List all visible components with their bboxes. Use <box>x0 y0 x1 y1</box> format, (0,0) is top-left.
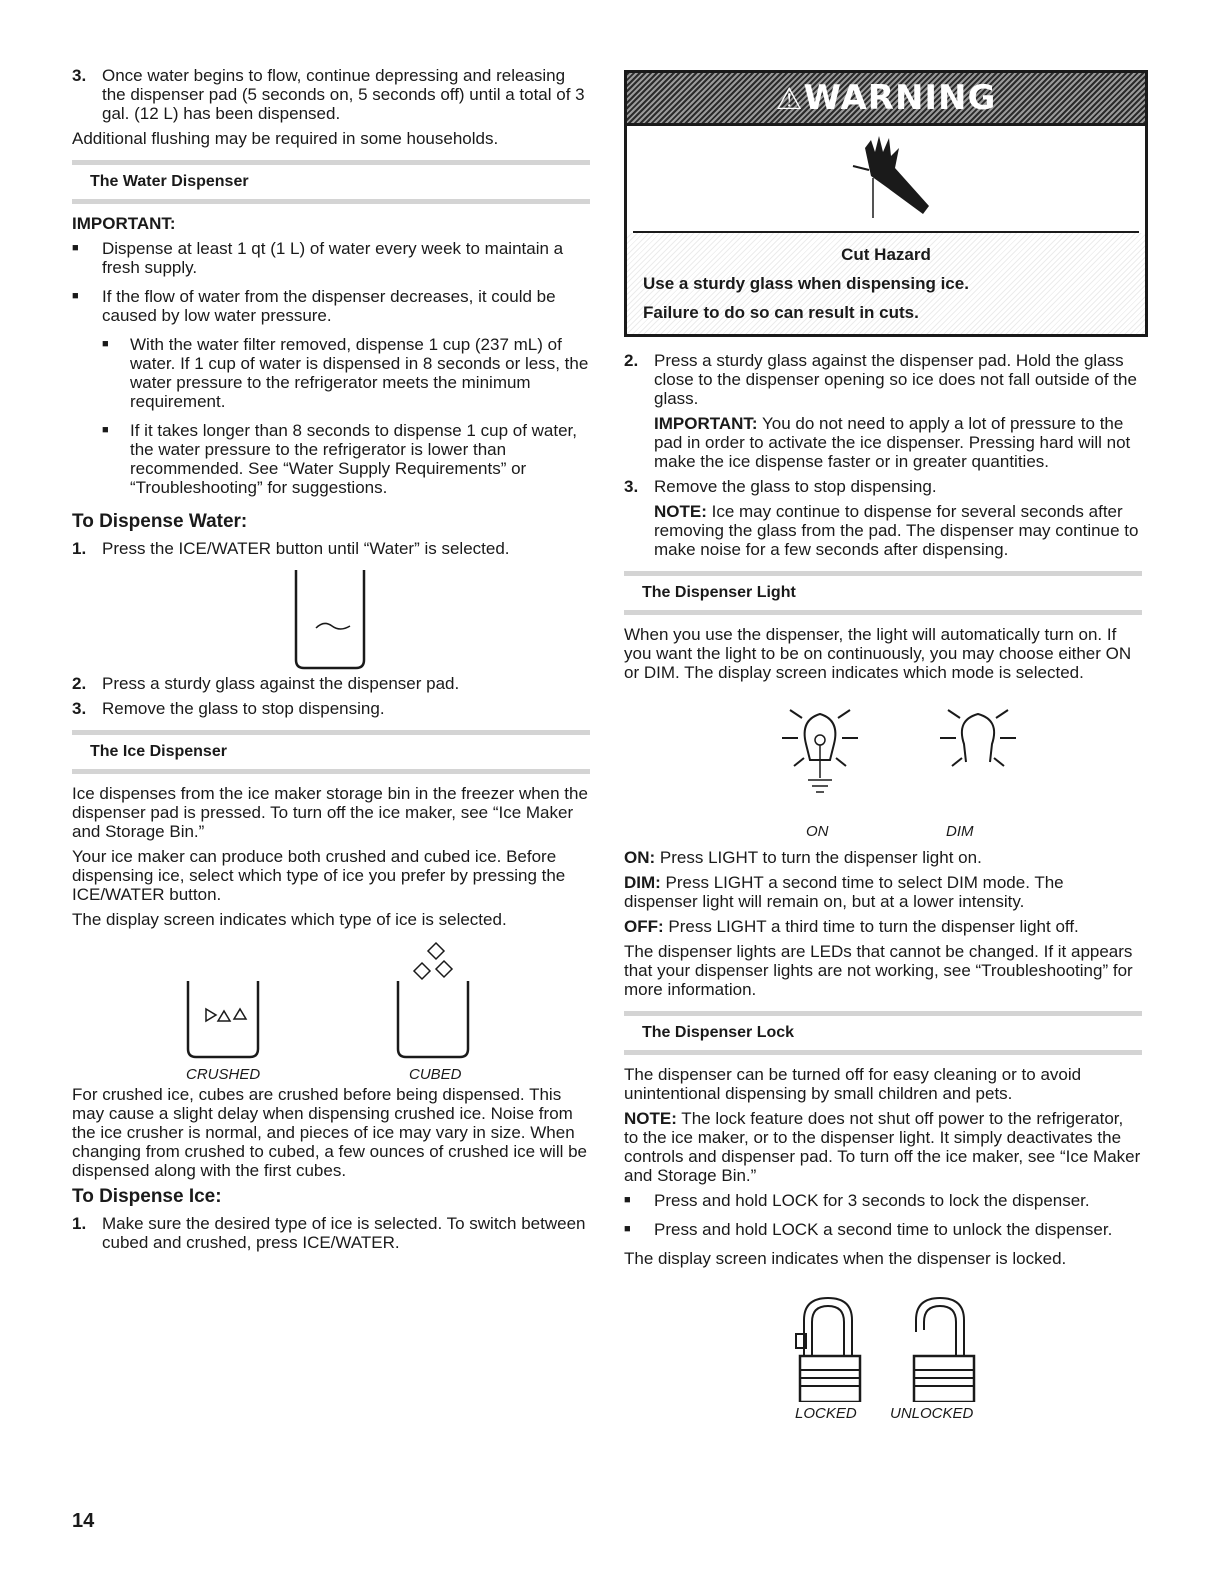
bullet-square-icon: ■ <box>624 1223 631 1235</box>
dispense-note: NOTE: Ice may continue to dispense for several seconds after removing the glass from the pad. The dispenser may continue to make noise for a few seconds after dispensing. <box>654 502 1139 559</box>
water-glass-figure <box>72 564 590 674</box>
dim-mode-text: DIM: Press LIGHT a second time to select DIM mode. The dispenser light will remain on, but at a lower intensity. <box>624 873 1064 911</box>
bullet-square-icon: ■ <box>72 290 79 302</box>
light-paragraph: When you use the dispenser, the light will automatically turn on. If you want the light to be on continuously, you may choose either ON or DIM. The display screen indicates which mode is selected. <box>624 625 1132 682</box>
light-on-icon <box>782 710 858 792</box>
dispenser-lock-heading: The Dispenser Lock <box>624 1011 1142 1055</box>
sub-bullet-item <box>102 335 590 411</box>
light-mode-figure <box>624 688 1142 848</box>
lock-paragraph: The dispenser can be turned off for easy cleaning or to avoid unintentional dispensing by small children and pets. <box>624 1065 1082 1103</box>
bullet-item <box>72 287 590 325</box>
ice-paragraph: For crushed ice, cubes are crushed before being dispensed. This may cause a slight delay when dispensing crushed ice. Noise from the ice crusher is normal, and pieces of ice may vary in size. When changing from crushed to cubed, a few ounces of crushed ice will be dispensed along with the first cubes. <box>72 1085 588 1180</box>
ice-step-2: 2. Press a sturdy glass against the dispenser pad. Hold the glass close to the dispenser opening so ice does not fall outside of the glass. <box>624 351 1137 408</box>
warning-line: Use a sturdy glass when dispensing ice. <box>643 274 969 293</box>
right-column <box>624 70 1142 1424</box>
warning-box <box>624 70 1148 337</box>
cut-hand-icon <box>633 126 1139 231</box>
bullet-text: If it takes longer than 8 seconds to dispense 1 cup of water, the water pressure to the refrigerator is lower than recommended. See “Water Supply Requirements” or “Troubleshooting” for suggestions. <box>130 421 577 497</box>
dispense-water-heading: To Dispense Water: <box>72 511 248 532</box>
step-text: Once water begins to flow, continue depressing and releasing the dispenser pad (5 seconds on, 5 seconds off) until a total of 3 gal. (12 L) has been dispensed. <box>102 66 585 123</box>
on-mode-text: ON: Press LIGHT to turn the dispenser light on. <box>624 848 982 867</box>
on-caption: ON <box>806 823 829 840</box>
bullet-text: If the flow of water from the dispenser decreases, it could be caused by low water pressure. <box>102 287 556 325</box>
lock-note: NOTE: The lock feature does not shut off power to the refrigerator, to the ice maker, or to the dispenser light. It simply deactivates the controls and dispenser pad. To turn off the ice maker, see “Ice Maker and Storage Bin.” <box>624 1109 1141 1185</box>
ice-step-1: 1. Make sure the desired type of ice is selected. To switch between cubed and crushed, press ICE/WATER. <box>72 1214 586 1252</box>
unlocked-caption: UNLOCKED <box>890 1405 974 1422</box>
flush-step-3 <box>72 66 590 123</box>
ice-paragraph: The display screen indicates which type of ice is selected. <box>72 910 507 929</box>
warning-title: WARNING <box>803 78 997 118</box>
water-dispenser-heading: The Water Dispenser <box>72 160 590 204</box>
bullet-text: Dispense at least 1 qt (1 L) of water every week to maintain a fresh supply. <box>102 239 564 277</box>
important-label: IMPORTANT: <box>72 214 176 233</box>
left-column <box>72 66 590 1258</box>
bullet-square-icon: ■ <box>102 424 109 436</box>
cut-hazard-figure <box>633 126 1139 233</box>
dispenser-light-heading: The Dispenser Light <box>624 571 1142 615</box>
important-note: IMPORTANT: You do not need to apply a lot of pressure to the pad in order to activate the ice dispenser. Pressing hard will not make the ice dispense faster or in greater quantities. <box>654 414 1131 471</box>
locked-caption: LOCKED <box>795 1405 857 1422</box>
lock-paragraph: The display screen indicates when the dispenser is locked. <box>624 1249 1067 1268</box>
light-mode-icons <box>624 688 1142 816</box>
water-step-3: 3. Remove the glass to stop dispensing. <box>72 699 385 718</box>
ice-paragraph: Ice dispenses from the ice maker storage bin in the freezer when the dispenser pad is pressed. To turn off the ice maker, see “Ice Maker and Storage Bin.” <box>72 784 588 841</box>
flush-note: Additional flushing may be required in some households. <box>72 129 499 148</box>
cubed-caption: CUBED <box>409 1066 462 1083</box>
ice-paragraph: Your ice maker can produce both crushed and cubed ice. Before dispensing ice, select which type of ice you prefer by pressing the ICE/WATER button. <box>72 847 566 904</box>
ice-type-figure <box>72 935 590 1085</box>
warning-line: Failure to do so can result in cuts. <box>643 303 919 322</box>
warning-body <box>627 233 1145 334</box>
bullet-item <box>72 239 590 277</box>
cubed-glass-icon <box>398 943 468 1057</box>
light-dim-icon <box>940 710 1016 766</box>
page-number: 14 <box>72 1510 95 1532</box>
lock-bullet: ■ Press and hold LOCK for 3 seconds to lock the dispenser. <box>624 1191 1090 1210</box>
step-number: 3. <box>72 66 87 85</box>
ice-step-3: 3. Remove the glass to stop dispensing. <box>624 477 937 496</box>
unlocked-icon <box>914 1298 974 1402</box>
water-glass-icon <box>72 564 590 674</box>
dispense-ice-heading: To Dispense Ice: <box>72 1186 222 1207</box>
off-mode-text: OFF: Press LIGHT a third time to turn the dispenser light off. <box>624 917 1079 936</box>
sub-bullet-item <box>102 421 590 497</box>
hazard-title: Cut Hazard <box>841 245 931 264</box>
ice-dispenser-heading: The Ice Dispenser <box>72 730 590 774</box>
crushed-glass-icon <box>188 981 258 1057</box>
water-step-1: 1. Press the ICE/WATER button until “Water” is selected. <box>72 539 510 558</box>
lock-bullet: ■ Press and hold LOCK a second time to unlock the dispenser. <box>624 1220 1113 1239</box>
led-paragraph: The dispenser lights are LEDs that cannot be changed. If it appears that your dispenser lights are not working, see “Troubleshooting” for more information. <box>624 942 1133 999</box>
dim-caption: DIM <box>946 823 974 840</box>
warning-triangle-icon: ⚠ <box>775 82 804 117</box>
water-step-2: 2. Press a sturdy glass against the dispenser pad. <box>72 674 460 693</box>
bullet-text: With the water filter removed, dispense 1 cup (237 mL) of water. If 1 cup of water is dispensed in 8 seconds or less, the water pressure to the refrigerator meets the minimum requirement. <box>130 335 589 411</box>
warning-header <box>627 73 1145 126</box>
bullet-square-icon: ■ <box>72 242 79 254</box>
locked-icon <box>796 1298 860 1402</box>
bullet-square-icon: ■ <box>102 338 109 350</box>
lock-state-figure <box>624 1274 1142 1424</box>
bullet-square-icon: ■ <box>624 1194 631 1206</box>
lock-state-icons <box>624 1274 1142 1402</box>
ice-type-icons <box>72 935 590 1063</box>
crushed-caption: CRUSHED <box>186 1066 261 1083</box>
